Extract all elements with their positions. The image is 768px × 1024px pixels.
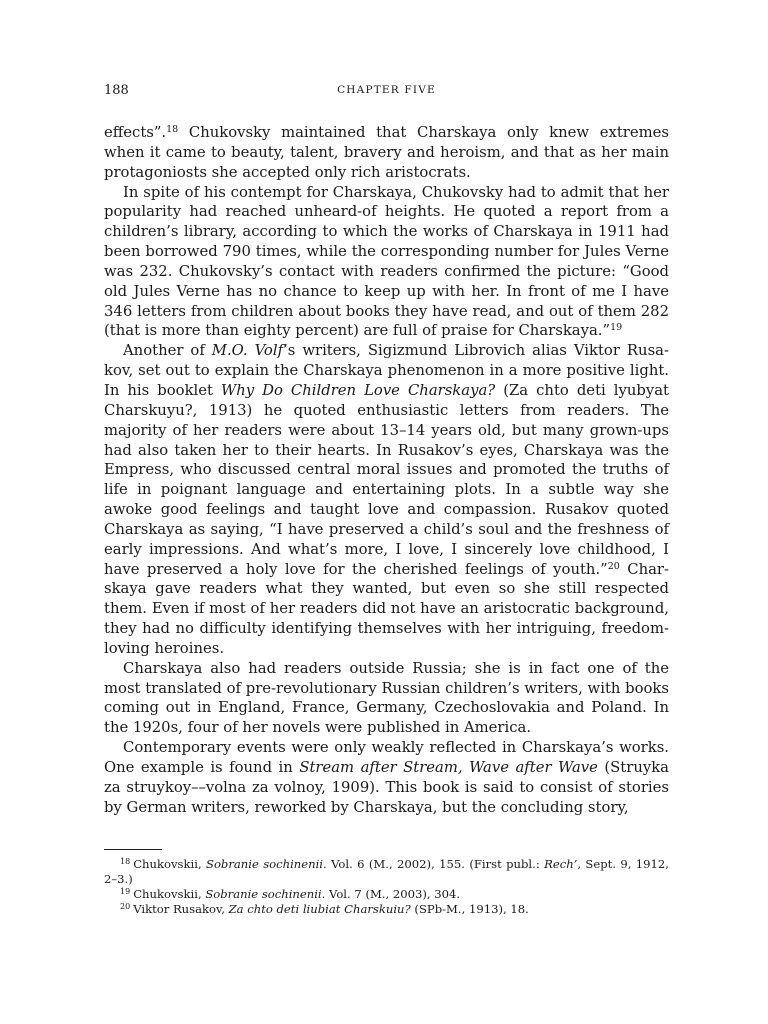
italic-text: Za chto deti liubiat Charskuiu? — [228, 902, 411, 916]
text-run: Chukovskii, — [133, 887, 206, 901]
text-run: Chukovsky maintained that Charskaya only knew extremes when it came to beauty, talent, bravery and heroism, and that as her main protagoniosts she accepted only rich aristocrats. — [104, 124, 669, 181]
italic-text: Sobranie sochinenii. — [206, 857, 327, 871]
paragraph — [104, 341, 669, 659]
text-run: , Sept. 9, 1912, 2–3.) — [104, 857, 669, 886]
text-run: Charskaya also had readers outside Russia; she is in fact one of the most translated of pre-revolutionary Russian children’s writers, with books coming out in England, France, Germany, Czechoslovakia and Poland. In the 1920s, four of her novels were published in America. — [104, 659, 669, 737]
text-run: In spite of his contempt for Charskaya, Chukovsky had to admit that her popularity had reached unheard-of heights. He quoted a report from a children’s library, according to which the works of Charskaya in 1911 had been borrowed 790 times, while the corresponding number for Jules Verne was 232. Chukovsky’s contact with readers confirmed the picture: “Good old Jules Verne has no chance to keep up with her. In front of me I have 346 letters from children about books they have read, and out of them 282 (that is more than eighty percent) are full of praise for Charskaya.” — [104, 183, 669, 340]
footnote-ref: 19 — [610, 322, 623, 334]
paragraph — [104, 659, 669, 738]
running-head — [104, 83, 669, 101]
page-number: 188 — [104, 83, 129, 98]
footnote-marker: 20 — [120, 902, 131, 911]
text-run: (SPb-M., 1913), 18. — [410, 902, 529, 916]
text-run: Another of — [123, 342, 212, 360]
footnote-marker: 19 — [120, 887, 131, 896]
footnote — [104, 887, 669, 902]
italic-text: Rech’ — [544, 857, 578, 871]
footnote-ref: 20 — [607, 560, 620, 572]
page — [104, 83, 669, 818]
italic-text: Why Do Children Love Charskaya? — [221, 381, 496, 399]
body-text — [104, 123, 669, 818]
text-run: Viktor Rusakov, — [133, 902, 229, 916]
footnote — [104, 857, 669, 887]
footnote-ref: 18 — [166, 124, 179, 135]
text-run: Charskaya gave readers what they wanted, but even so she still respected them. Even if most of her readers did not have an aristocratic background, they had no difficulty identifying themselves with her intriguing, freedom-loving heroines. — [104, 560, 670, 657]
footnote-rule — [104, 849, 162, 850]
text-run: (Struyka za struykoy––volna za volnoy, 1909). This book is said to consist of stories by German writers, reworked by Charskaya, but the concluding story, — [104, 759, 670, 816]
chapter-title: CHAPTER FIVE — [337, 84, 436, 96]
text-run: Vol. 7 (M., 2003), 304. — [325, 887, 461, 901]
text-run: ’s writers, Sigizmund Librovich alias Viktor Rusakov, set out to explain the Charskaya phenomenon in a more positive light. In his booklet — [104, 342, 669, 399]
italic-text: Sobranie sochinenii. — [205, 887, 326, 901]
italic-text: Stream after Stream, Wave after Wave — [299, 759, 598, 776]
paragraph — [104, 123, 669, 183]
paragraph — [104, 183, 669, 342]
text-run: Contemporary events were only weakly reflected in Charskaya’s works. One example is found in — [104, 739, 669, 776]
text-run: (Za chto deti lyubyat Charskuyu?, 1913) he quoted enthusiastic letters from readers. The majority of her readers were about 13–14 years old, but many grown-ups had also taken her to their hearts. In Rusakov’s eyes, Charskaya was the Empress, who discussed central moral issues and promoted the truths of life in poignant language and entertaining plots. In a subtle way she awoke good feelings and taught love and compassion. Rusakov quoted Charskaya as saying, “I have preserved a child’s soul and the freshness of early impressions. And what’s more, I love, I sincerely love childhood, I have preserved a holy love for the cherished feelings of youth.” — [104, 381, 669, 578]
text-run: Chukovskii, — [133, 857, 206, 871]
text-run: Vol. 6 (M., 2002), 155. (First publ.: — [326, 857, 545, 871]
italic-text: M.O. Volf — [211, 342, 284, 360]
footnote-marker: 18 — [120, 857, 131, 866]
paragraph — [104, 738, 669, 817]
footnotes — [104, 857, 669, 917]
text-run: effects”. — [104, 124, 167, 141]
footnote — [104, 902, 669, 917]
